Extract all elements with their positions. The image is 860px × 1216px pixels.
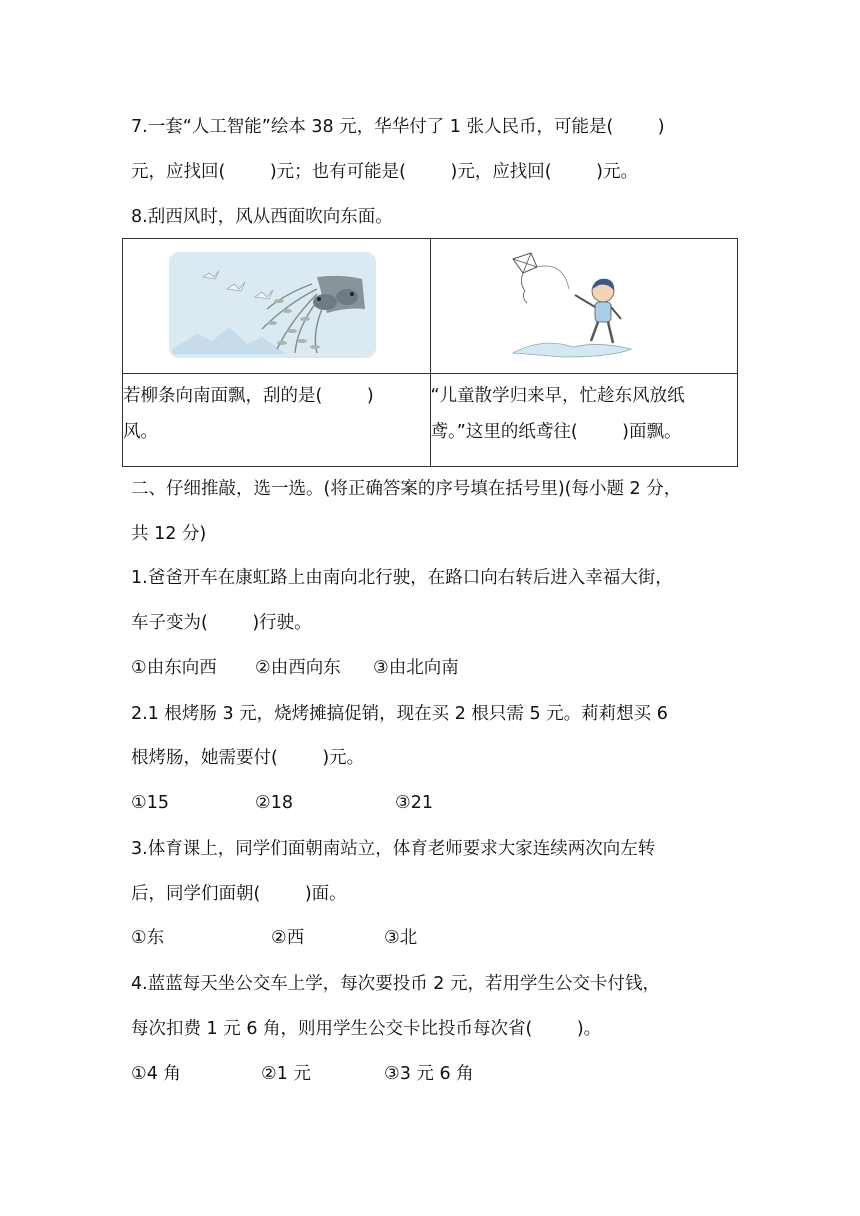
- question-1-option-2: ②由西向东: [255, 658, 341, 678]
- section2-heading-line-1: 二、仔细推敲，选一选。(将正确答案的序号填在括号里)(每小题 2 分，: [131, 479, 682, 499]
- question-3-line-2: 后，同学们面朝( )面。: [131, 884, 347, 904]
- q8-left-text-line-2: 风。: [123, 422, 158, 442]
- question-4-option-1: ①4 角: [131, 1064, 181, 1084]
- question-2-line-1: 2.1 根烤肠 3 元，烧烤摊搞促销，现在买 2 根只需 5 元。莉莉想买 6: [131, 704, 668, 724]
- question-3-option-1: ①东: [131, 928, 165, 948]
- section2-heading-line-2: 共 12 分): [131, 524, 207, 544]
- question-3-line-1: 3.体育课上，同学们面朝南站立，体育老师要求大家连续两次向左转: [131, 839, 656, 859]
- question-2-option-1: ①15: [131, 793, 169, 813]
- q8-title: 8.刮西风时，风从西面吹向东面。: [131, 207, 393, 227]
- question-4-option-2: ②1 元: [261, 1064, 311, 1084]
- q8-right-text-line-2: 鸢。”这里的纸鸢往( )面飘。: [430, 422, 682, 442]
- q8-right-text-line-1: “儿童散学归来早，忙趁东风放纸: [430, 386, 685, 406]
- question-1-line-2: 车子变为( )行驶。: [131, 613, 312, 633]
- question-2-option-2: ②18: [255, 793, 293, 813]
- question-3-option-3: ③北: [384, 928, 418, 948]
- q7-line-2: 元，应找回( )元；也有可能是( )元，应找回( )元。: [131, 162, 638, 182]
- question-1-option-1: ①由东向西: [131, 658, 217, 678]
- boy-flying-kite-illustration-icon: [503, 249, 643, 361]
- question-2-option-3: ③21: [395, 793, 433, 813]
- q8-right-image-cell: [430, 239, 738, 374]
- q8-right-text-cell: [430, 374, 738, 467]
- question-1-option-3: ③由北向南: [373, 658, 459, 678]
- willow-birds-illustration-icon: [167, 249, 379, 361]
- q8-left-image-cell: [123, 239, 431, 374]
- question-3-option-2: ②西: [271, 928, 305, 948]
- question-1-line-1: 1.爸爸开车在康虹路上由南向北行驶，在路口向右转后进入幸福大街，: [131, 568, 673, 588]
- question-4-option-3: ③3 元 6 角: [384, 1064, 474, 1084]
- question-4-line-2: 每次扣费 1 元 6 角，则用学生公交卡比投币每次省( )。: [131, 1019, 602, 1039]
- q7-line-1: 7.一套“人工智能”绘本 38 元，华华付了 1 张人民币，可能是( ): [131, 117, 665, 137]
- q8-left-text-cell: [123, 374, 431, 467]
- q8-table: [122, 238, 738, 467]
- question-2-line-2: 根烤肠，她需要付( )元。: [131, 748, 365, 768]
- q8-left-text-line-1: 若柳条向南面飘，刮的是( ): [123, 386, 374, 406]
- question-4-line-1: 4.蓝蓝每天坐公交车上学，每次要投币 2 元，若用学生公交卡付钱，: [131, 974, 660, 994]
